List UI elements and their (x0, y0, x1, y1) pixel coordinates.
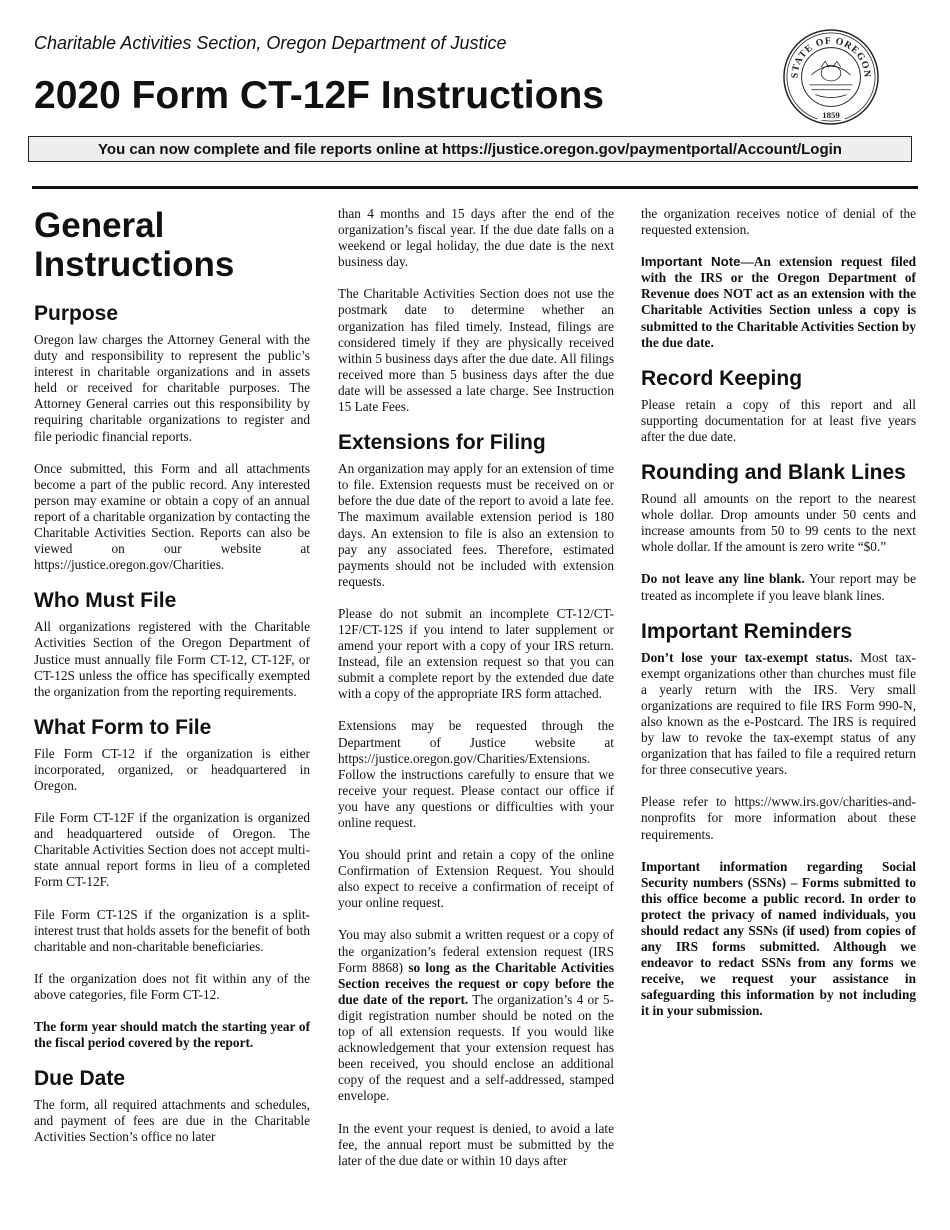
header-divider (32, 186, 918, 189)
extensions-paragraph-6-continued: the organization receives notice of denial of the requested extension. (641, 206, 916, 238)
reminders-paragraph-1: Don’t lose your tax-exempt status. Most tax-exempt organizations other than churches must file a yearly return with the IRS. Very small organizations are required to file IRS Form 990-N, also known as the e-Postcard. The IRS is required by law to revoke the tax-exempt status of any organization that has failed to file a required return for three consecutive years. (641, 649, 916, 778)
what-form-paragraph-4: If the organization does not fit within any of the above categories, file Form CT-12. (34, 970, 310, 1002)
general-instructions-heading: General Instructions (34, 206, 235, 284)
extensions-paragraph-3: Extensions may be requested through the Department of Justice website at https://justice.oregon.gov/Charities/Extensions. Follow the instructions carefully to ensure that we receive your request. Please contact our office if you have any questions or difficulties with your online request. (338, 718, 614, 830)
purpose-paragraph-1: Oregon law charges the Attorney General with the duty and responsibility to represent the public’s interest in charitable organizations and in assets held or received for charitable purposes. The Attorney General carries out this responsibility by requiring charitable organizations to register and file periodic financial reports. (34, 332, 310, 444)
rounding-heading: Rounding and Blank Lines (641, 461, 906, 485)
column-1 (34, 206, 310, 1161)
page-title: 2020 Form CT-12F Instructions (34, 74, 604, 117)
purpose-paragraph-2: Once submitted, this Form and all attachments become a part of the public record. Any interested person may examine or obtain a copy of an annual report of a charitable organization by contacting the Charitable Activities Section. Reports can also be viewed on our website at https://justice.oregon.gov/Charities. (34, 460, 310, 573)
extensions-heading: Extensions for Filing (338, 431, 546, 455)
who-must-file-paragraph: All organizations registered with the Charitable Activities Section of the Oregon Department of Justice must annually file Form CT-12, CT-12F, or CT-12S unless the office has specifically exempted the organization from the reporting requirements. (34, 619, 310, 699)
extensions-paragraph-5: You may also submit a written request or a copy of the organization’s federal extension request (IRS Form 8868) so long as the Charitable Activities Section receives the request or copy before the due date of the report. The organization’s 4 or 5-digit registration number should be noted on the top of all extension requests. If you would like acknowledgement that your extension request has been received, you should enclose an additional copy of the request and a self-addressed, stamped envelope. (338, 927, 614, 1104)
column-2 (338, 206, 614, 1185)
due-date-paragraph-2: The Charitable Activities Section does not use the postmark date to determine whether an organization has filed timely. Instead, filings are considered timely if they are physically received within 5 business days after the due date. All filings received more than 5 business days after the due date will be assessed a late charge. See Instruction 15 Late Fees. (338, 286, 614, 415)
extensions-paragraph-1: An organization may apply for an extension of time to file. Extension requests must be received on or before the due date of the report to avoid a late fee. The maximum available extension period is 180 days. An extension to file is also an extension to pay any associated fees. Therefore, estimated payments should not be included with extension requests. (338, 461, 614, 589)
important-reminders-heading: Important Reminders (641, 619, 853, 643)
due-date-paragraph-1-continued: than 4 months and 15 days after the end of the organization’s fiscal year. If the due date falls on a weekend or legal holiday, the due date is the next business day. (338, 206, 614, 270)
what-form-heading: What Form to File (34, 715, 212, 739)
reminders-paragraph-2: Please refer to https://www.irs.gov/charities-and-nonprofits for more information about these requirements. (641, 794, 916, 842)
important-note: Important Note—An extension request filed with the IRS or the Oregon Department of Revenue does NOT act as an extension with the Charitable Activities Section unless a copy is submitted to the Charitable Activities Section by the due date. (641, 254, 916, 350)
what-form-paragraph-3: File Form CT-12S if the organization is a split-interest trust that holds assets for the benefit of both charitable and non-charitable beneficiaries. (34, 906, 310, 954)
record-keeping-heading: Record Keeping (641, 366, 803, 390)
what-form-paragraph-5: The form year should match the starting year of the fiscal period covered by the report. (34, 1019, 310, 1051)
record-keeping-paragraph: Please retain a copy of this report and all supporting documentation for at least five years after the due date. (641, 396, 916, 444)
who-must-file-heading: Who Must File (34, 589, 177, 613)
due-date-heading: Due Date (34, 1067, 126, 1091)
extensions-paragraph-4: You should print and retain a copy of the online Confirmation of Extension Request. You should also expect to receive a confirmation of receipt of your online request. (338, 847, 614, 911)
due-date-paragraph-1: The form, all required attachments and schedules, and payment of fees are due in the Charitable Activities Section’s office no later (34, 1097, 310, 1145)
svg-text:STATE OF OREGON: STATE OF OREGON (789, 35, 873, 79)
reminders-paragraph-3: Important information regarding Social Security numbers (SSNs) – Forms submitted to this office become a public record. In order to protect the privacy of named individuals, you should redact any SSNs (if used) from copies of any IRS forms submitted. Although we endeavor to redact SSNs from any forms we receive, we request your assistance in safeguarding this information by not including it in your submission. (641, 858, 916, 1019)
rounding-paragraph-2: Do not leave any line blank. Your report may be treated as incomplete if you leave blank lines. (641, 571, 916, 603)
extensions-paragraph-2: Please do not submit an incomplete CT-12/CT-12F/CT-12S if you intend to later supplement or amend your report with a copy of your IRS return. Instead, file an extension request so that you can submit a complete report by the extended due date with a copy of the appropriate IRS form attached. (338, 605, 614, 702)
column-3 (641, 206, 916, 1036)
rounding-paragraph-1: Round all amounts on the report to the nearest whole dollar. Drop amounts under 50 cents and increase amounts from 50 to 99 cents to the next whole dollar. If the amount is zero write “$0.” (641, 491, 916, 555)
agency-name: Charitable Activities Section, Oregon Department of Justice (34, 33, 507, 53)
online-filing-banner: You can now complete and file reports online at https://justice.oregon.gov/paymentportal/Account/Login (28, 136, 912, 162)
what-form-paragraph-2: File Form CT-12F if the organization is organized and headquartered outside of Oregon. The Charitable Activities Section does not accept multi-state annual report forms in lieu of a completed Form CT-12F. (34, 810, 310, 890)
seal-year: 1859 (822, 110, 840, 121)
oregon-state-seal (782, 28, 880, 126)
extensions-paragraph-6: In the event your request is denied, to avoid a late fee, the annual report must be submitted by the later of the due date or within 10 days after (338, 1120, 614, 1168)
purpose-heading: Purpose (34, 302, 119, 325)
what-form-paragraph-1: File Form CT-12 if the organization is either incorporated, organized, or headquartered in Oregon. (34, 745, 310, 793)
